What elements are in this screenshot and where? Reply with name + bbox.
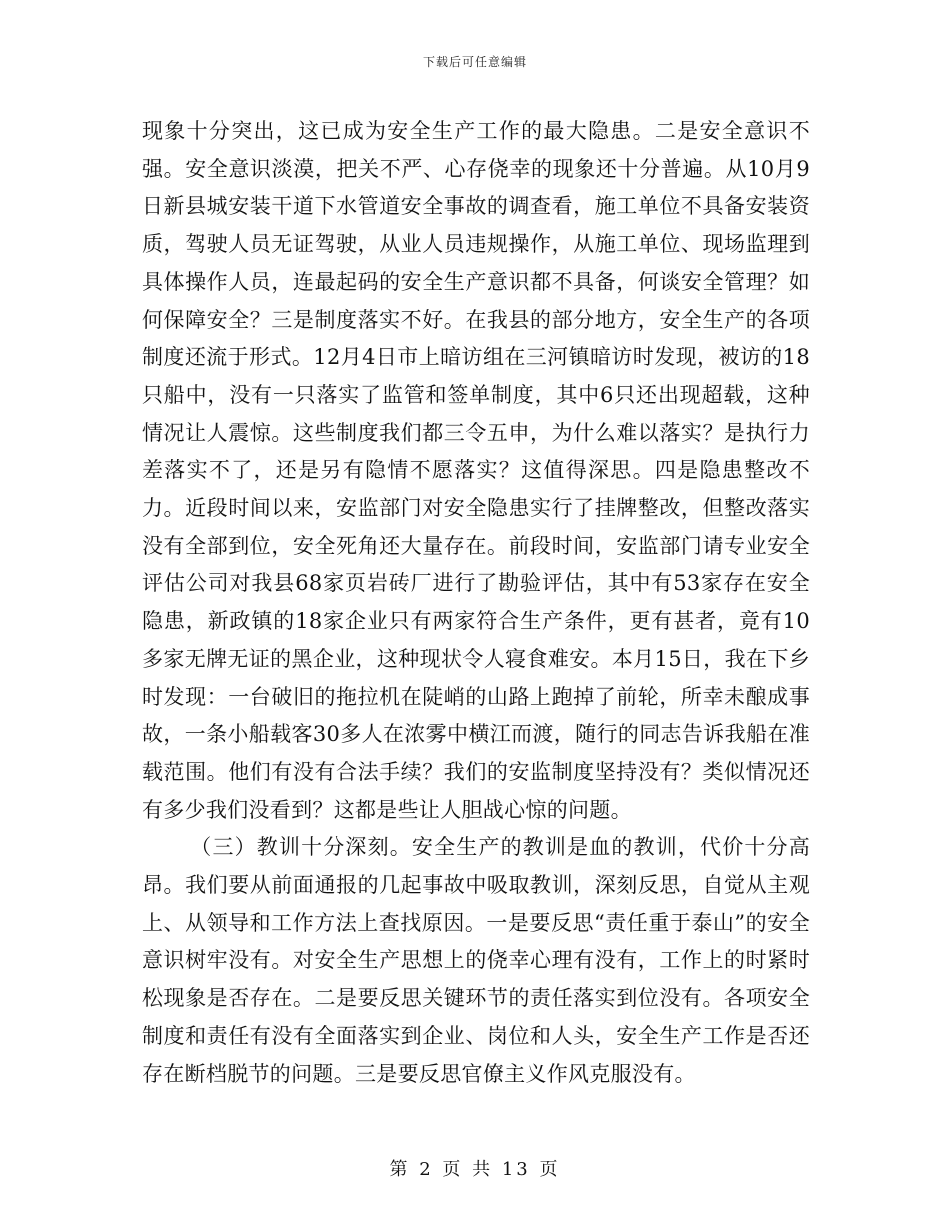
paragraph-2: （三）教训十分深刻。安全生产的教训是血的教训，代价十分高昂。我们要从前面通报的几起事故中吸取教训，深刻反思，自觉从主观上、从领导和工作方法上查找原因。一是要反思“责任重于泰山”的安全意识树牢没有。对安全生产思想上的侥幸心理有没有，工作上的时紧时松现象是否存在。二是要反思关键环节的责任落实到位没有。各项安全制度和责任有没有全面落实到企业、岗位和人头，安全生产工作是否还存在断档脱节的问题。三是要反思官僚主义作风克服没有。 xyxy=(142,835,810,1086)
page-header: 下载后可任意编辑 xyxy=(422,55,527,69)
page-number-footer: 第 2 页 共 13 页 xyxy=(389,1159,561,1180)
document-body xyxy=(142,113,810,1093)
paragraph-1: 现象十分突出，这已成为安全生产工作的最大隐患。二是安全意识不强。安全意识淡漠，把关不严、心存侥幸的现象还十分普遍。从10月9日新县城安装干道下水管道安全事故的调查看，施工单位不具备安装资质，驾驶人员无证驾驶，从业人员违规操作，从施工单位、现场监理到具体操作人员，连最起码的安全生产意识都不具备，何谈安全管理？如何保障安全？三是制度落实不好。在我县的部分地方，安全生产的各项制度还流于形式。12月4日市上暗访组在三河镇暗访时发现，被访的18只船中，没有一只落实了监管和签单制度，其中6只还出现超载，这种情况让人震惊。这些制度我们都三令五申，为什么难以落实？是执行力差落实不了，还是另有隐情不愿落实？这值得深思。四是隐患整改不力。近段时间以来，安监部门对安全隐患实行了挂牌整改，但整改落实没有全部到位，安全死角还大量存在。前段时间，安监部门请专业安全评估公司对我县68家页岩砖厂进行了勘验评估，其中有53家存在安全隐患，新政镇的18家企业只有两家符合生产条件，更有甚者，竟有10多家无牌无证的黑企业，这种现状令人寝食难安。本月15日，我在下乡时发现：一台破旧的拖拉机在陡峭的山路上跑掉了前轮，所幸未酿成事故，一条小船载客30多人在浓雾中横江而渡，随行的同志告诉我船在准载范围。他们有没有合法手续？我们的安监制度坚持没有？类似情况还有多少我们没看到？这都是些让人胆战心惊的问题。 xyxy=(142,119,810,822)
